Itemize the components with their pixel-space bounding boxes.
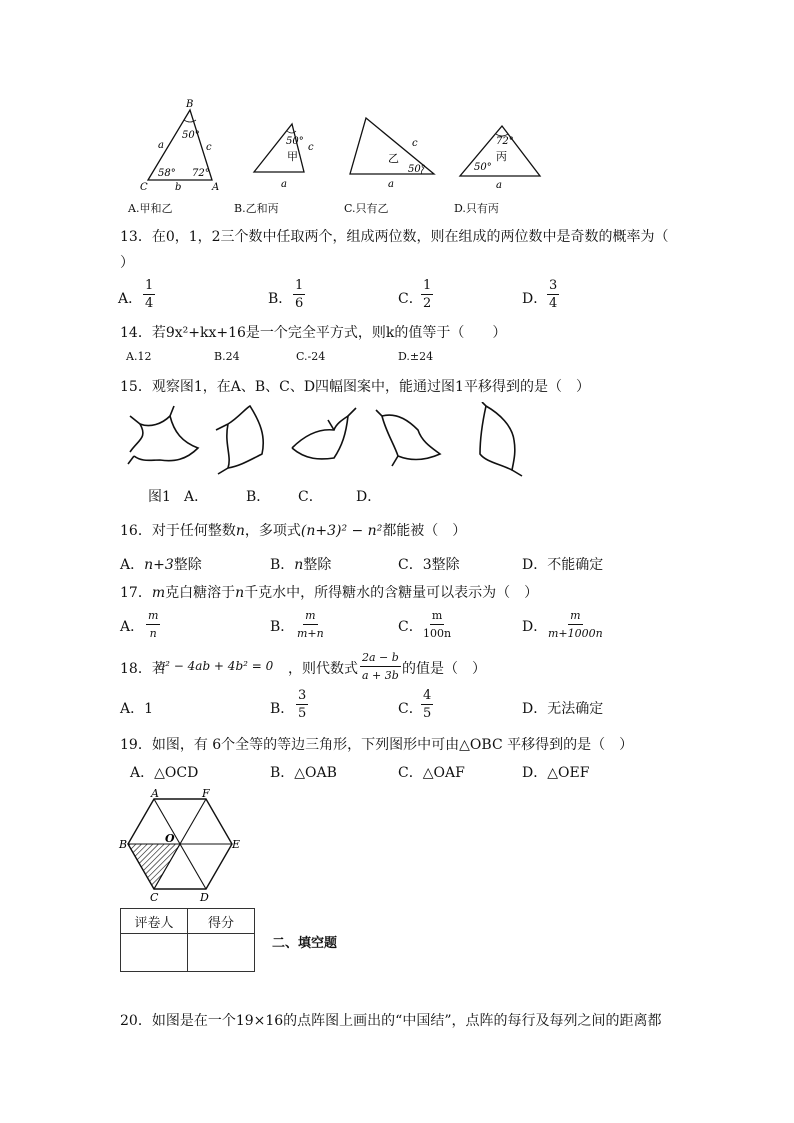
q17-option-c-fraction — [421, 608, 453, 641]
section-title-fill-blank: 二、填空题 — [272, 936, 338, 951]
score-table-score-header: 得分 — [188, 909, 255, 934]
q16-option-b-label: B． — [270, 557, 295, 573]
q17-var-n: n — [235, 585, 245, 601]
t3-angle-1: 72° — [496, 136, 514, 147]
q13-option-b-label[interactable]: B． — [268, 291, 293, 307]
t2-angle: 50° — [408, 164, 426, 175]
q17-stem-b: 千克水中，所得糖水的含糖量可以表示为（ ） — [244, 585, 539, 601]
t2-side-a: a — [388, 179, 394, 190]
q18-option-a-text: 1 — [144, 701, 154, 717]
q16-stem-a: 16．对于任何整数 — [120, 523, 236, 539]
q16-option-a-label: A． — [120, 557, 145, 573]
q16-option-a-math: n+3 — [144, 557, 174, 573]
q19-stem: 19．如图，有 6个全等的等边三角形，下列图形中可由△OBC 平移得到的是（ ） — [120, 737, 634, 753]
q17-option-a-fraction — [146, 608, 160, 641]
fraction-denominator: m+n — [297, 627, 324, 640]
fraction-denominator: 6 — [295, 296, 304, 311]
q16-option-a[interactable] — [120, 554, 202, 574]
score-table-grader-header: 评卷人 — [121, 909, 188, 934]
hex-label-e: E — [232, 838, 241, 851]
t0-side-a: a — [158, 140, 164, 151]
q15-label-a[interactable]: A． — [184, 489, 209, 505]
t3-name: 丙 — [496, 150, 507, 163]
q13-option-c-label[interactable]: C． — [398, 291, 423, 307]
fraction-denominator: n — [149, 627, 157, 640]
t0-angle-a: 72° — [192, 168, 210, 179]
q16-option-c-label: C． — [398, 557, 423, 573]
q13-stem-close: ） — [120, 255, 134, 271]
q12-option-c[interactable]: C.只有乙 — [344, 202, 389, 215]
q18-option-b-label[interactable]: B． — [270, 701, 295, 717]
q13-option-a-label[interactable]: A． — [118, 291, 143, 307]
t1-side-c: c — [308, 142, 314, 153]
pattern-option-d[interactable] — [480, 402, 522, 476]
q16-option-d[interactable] — [522, 554, 603, 574]
fraction-denominator: 4 — [145, 296, 154, 311]
fraction-numerator: m — [303, 608, 317, 625]
score-table — [120, 908, 255, 972]
q15-label-figure1: 图1 — [148, 489, 171, 505]
q16-option-c-text: 3整除 — [422, 557, 460, 573]
q18-option-a-label: A． — [120, 701, 145, 717]
score-table-score-cell[interactable] — [188, 934, 255, 972]
t0-side-b: b — [175, 182, 182, 193]
q16-option-d-label: D． — [522, 557, 548, 573]
q19-option-c[interactable]: C．△OAF — [398, 765, 465, 781]
fraction-denominator: m+1000n — [548, 627, 603, 640]
q16-stem — [120, 520, 466, 540]
q12-triangles-figure — [130, 98, 560, 194]
fraction-denominator: 5 — [423, 706, 432, 721]
hex-label-o: O — [165, 832, 175, 845]
t1-angle: 50° — [286, 136, 304, 147]
q12-option-b[interactable]: B.乙和丙 — [234, 202, 279, 215]
q17-stem-a: 克白糖溶于 — [165, 585, 236, 601]
q13-option-b-fraction — [293, 278, 305, 311]
t3-angle-2: 50° — [474, 162, 492, 173]
q15-label-d[interactable]: D． — [356, 489, 382, 505]
q17-var-m: m — [151, 585, 166, 601]
q16-option-b-text: 整除 — [303, 557, 332, 573]
fraction-numerator: 2a − b — [360, 650, 401, 667]
hex-label-a: A — [151, 788, 159, 800]
t2-name: 乙 — [388, 152, 399, 165]
fraction-numerator: 1 — [423, 278, 432, 293]
q16-stem-b: ，多项式 — [244, 523, 301, 539]
q16-var-n: n — [235, 523, 245, 539]
q18-stem-b: ，则代数式 — [288, 661, 358, 677]
t0-side-c: c — [206, 142, 212, 153]
q13-option-c-fraction — [421, 278, 433, 311]
q16-option-a-text: 整除 — [173, 557, 202, 573]
t0-label-a: A — [212, 182, 220, 193]
t2-side-c: c — [412, 138, 418, 149]
fraction-numerator: 1 — [145, 278, 154, 293]
q19-option-b[interactable]: B．△OAB — [270, 765, 337, 781]
pattern-option-a[interactable] — [216, 406, 263, 474]
q18-option-c-fraction — [421, 688, 433, 721]
q12-option-d[interactable]: D.只有丙 — [454, 202, 499, 215]
q18-condition: a² − 4ab + 4b² = 0 — [158, 659, 274, 673]
q13-stem: 13．在0，1，2三个数中任取两个，组成两位数，则在组成的两位数中是奇数的概率为（ — [120, 229, 669, 245]
shaded-triangle-obc — [128, 844, 180, 889]
q14-stem: 14．若9x²+kx+16是一个完全平方式，则k的值等于（ ） — [120, 325, 507, 341]
score-table-grader-cell[interactable] — [121, 934, 188, 972]
fraction-denominator: 100n — [423, 627, 452, 640]
q13-option-a-fraction — [143, 278, 155, 311]
q16-stem-c: 都能被（ ） — [382, 523, 467, 539]
fraction-numerator: 4 — [423, 688, 432, 703]
fraction-denominator: 5 — [298, 706, 307, 721]
q18-option-b-fraction — [296, 688, 308, 721]
q16-option-c[interactable] — [398, 554, 460, 574]
q18-option-d-label: D． — [522, 701, 548, 717]
q19-option-a[interactable]: A．△OCD — [130, 765, 199, 781]
q17-option-b-label[interactable]: B． — [270, 619, 295, 635]
q13-option-d-fraction — [547, 278, 559, 311]
q16-option-d-text: 不能确定 — [547, 557, 604, 573]
q15-label-b[interactable]: B． — [246, 489, 271, 505]
pattern-figure-1 — [128, 406, 198, 464]
q17-option-a-label[interactable]: A． — [120, 619, 145, 635]
q18-option-d[interactable] — [522, 698, 603, 718]
q17-option-c-label[interactable]: C． — [398, 619, 423, 635]
q19-option-d[interactable]: D．△OEF — [522, 765, 590, 781]
q20-stem: 20．如图是在一个19×16的点阵图上画出的“中国结”，点阵的每行及每列之间的距离都 — [120, 1013, 662, 1029]
q13-option-d-label[interactable]: D． — [522, 291, 548, 307]
q18-option-a[interactable] — [120, 698, 153, 718]
t3-side-a: a — [496, 180, 502, 191]
q19-hexagon-figure — [118, 788, 248, 902]
hex-label-c: C — [150, 891, 159, 902]
q17-option-d-fraction — [546, 608, 605, 641]
q18-stem-c: 的值是（ ） — [402, 661, 486, 677]
t0-angle-c: 58° — [158, 168, 176, 179]
q17-option-b-fraction — [295, 608, 326, 641]
q16-option-b-math: n — [294, 557, 304, 573]
hex-label-d: D — [200, 891, 209, 902]
t0-angle-b: 50° — [182, 130, 200, 141]
fraction-numerator: m — [430, 608, 444, 625]
t0-label-c: C — [140, 182, 148, 193]
q15-stem: 15．观察图1，在A、B、C、D四幅图案中，能通过图1平移得到的是（ ） — [120, 379, 590, 395]
fraction-denominator: 4 — [549, 296, 558, 311]
q18-option-d-text: 无法确定 — [547, 701, 604, 717]
t1-name: 甲 — [287, 150, 298, 163]
q14-option-c[interactable]: C.-24 — [296, 350, 326, 363]
fraction-denominator: a + 3b — [362, 669, 399, 682]
q17-stem — [120, 582, 538, 602]
triangle-jia — [254, 124, 304, 172]
fraction-denominator: 2 — [423, 296, 432, 311]
q18-stem-a: 18．若 — [120, 661, 166, 677]
fraction-numerator: m — [146, 608, 160, 625]
pattern-option-b[interactable] — [292, 408, 356, 459]
q16-expression: (n+3)² − n² — [300, 523, 383, 539]
q18-option-c-label[interactable]: C． — [398, 701, 423, 717]
pattern-option-c[interactable] — [376, 410, 440, 466]
hex-label-b: B — [119, 838, 128, 851]
q15-label-c[interactable]: C． — [298, 489, 323, 505]
q18-expression-fraction — [360, 650, 401, 683]
t1-side-a: a — [281, 179, 287, 190]
fraction-numerator: 1 — [295, 278, 304, 293]
q17-number: 17． — [120, 585, 152, 601]
q14-option-a[interactable]: A.12 — [126, 350, 152, 363]
q17-option-d-label[interactable]: D． — [522, 619, 548, 635]
q14-option-b[interactable]: B.24 — [214, 350, 240, 363]
q16-option-b[interactable] — [270, 554, 331, 574]
hex-label-f: F — [202, 788, 210, 800]
q12-option-a[interactable]: A.甲和乙 — [128, 202, 173, 215]
q15-pattern-figure — [120, 402, 530, 478]
fraction-numerator: 3 — [549, 278, 558, 293]
q14-option-d[interactable]: D.±24 — [398, 350, 434, 363]
fraction-numerator: 3 — [298, 688, 307, 703]
t0-label-b: B — [186, 99, 194, 110]
fraction-numerator: m — [568, 608, 582, 625]
